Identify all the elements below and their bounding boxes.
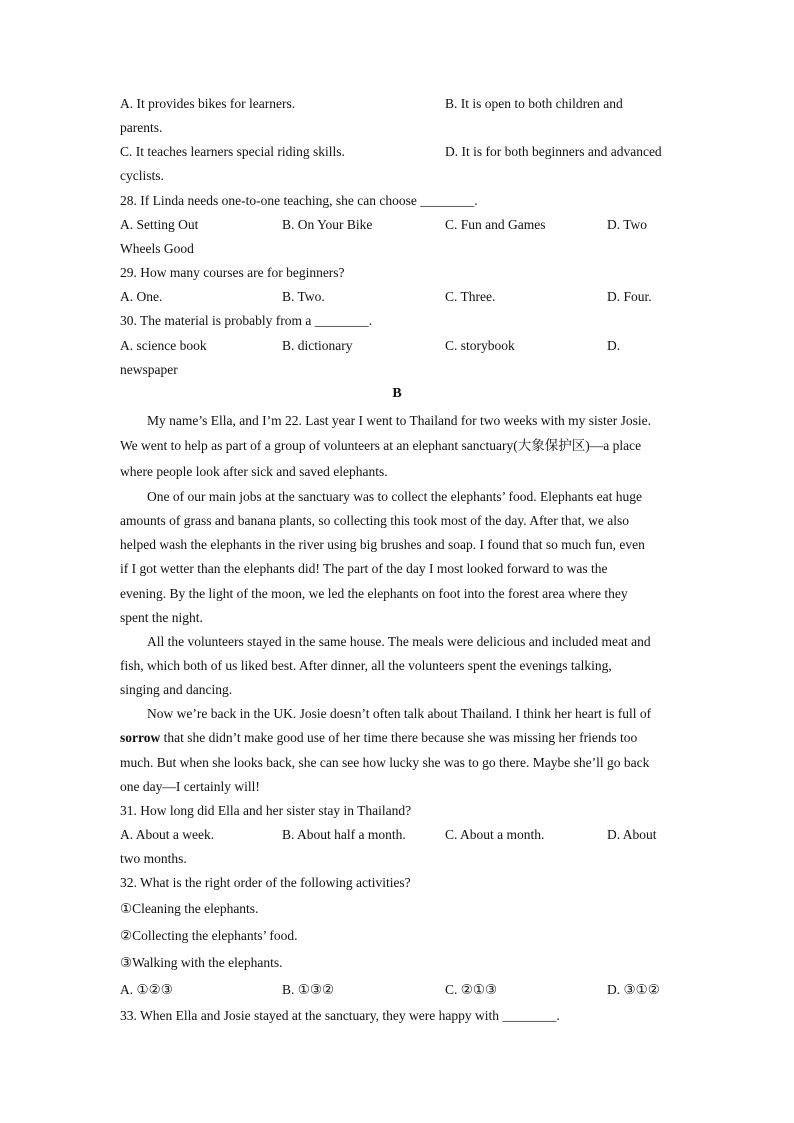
q28-option-a[interactable]: A. Setting Out: [120, 217, 199, 232]
passage-p2-line: evening. By the light of the moon, we led the elephants on foot into the forest area where they: [120, 586, 628, 601]
passage-p4-line: much. But when she looks back, she can see how lucky she was to go there. Maybe she’ll go back: [120, 755, 650, 770]
q28-option-d-wrap: Wheels Good: [120, 241, 194, 256]
q27-option-c[interactable]: C. It teaches learners special riding skills.: [120, 144, 345, 159]
q27-option-b-wrap: parents.: [120, 120, 163, 135]
q32-option-c[interactable]: C. ②①③: [445, 982, 498, 997]
passage-p4-line: one day—I certainly will!: [120, 779, 260, 794]
q32-activity-2: ②Collecting the elephants’ food.: [120, 928, 298, 943]
q30-option-b[interactable]: B. dictionary: [282, 338, 353, 353]
passage-p4-line-rest: that she didn’t make good use of her time there because she was missing her friends too: [160, 730, 638, 745]
passage-p1-line: where people look after sick and saved elephants.: [120, 464, 388, 479]
q31-option-b[interactable]: B. About half a month.: [282, 827, 406, 842]
q32-activity-3: ③Walking with the elephants.: [120, 955, 283, 970]
q29-option-d[interactable]: D. Four.: [607, 289, 652, 304]
q32-stem: 32. What is the right order of the following activities?: [120, 875, 411, 890]
passage-p3-line: All the volunteers stayed in the same house. The meals were delicious and included meat and: [147, 634, 651, 649]
q30-stem: 30. The material is probably from a ________.: [120, 313, 373, 328]
q28-option-b[interactable]: B. On Your Bike: [282, 217, 373, 232]
q30-option-d-wrap: newspaper: [120, 362, 178, 377]
q32-option-a[interactable]: A. ①②③: [120, 982, 173, 997]
q29-stem: 29. How many courses are for beginners?: [120, 265, 345, 280]
passage-p1-line: My name’s Ella, and I’m 22. Last year I went to Thailand for two weeks with my sister Josie.: [147, 413, 652, 428]
passage-p2-line: spent the night.: [120, 610, 203, 625]
q32-option-b[interactable]: B. ①③②: [282, 982, 335, 997]
q31-option-d[interactable]: D. About: [607, 827, 657, 842]
passage-p4-line: Now we’re back in the UK. Josie doesn’t often talk about Thailand. I think her heart is full of: [147, 706, 652, 721]
emphasized-word-sorrow: sorrow: [120, 730, 161, 745]
passage-p1-line: We went to help as part of a group of volunteers at an elephant sanctuary(大象保护区)—a place: [120, 438, 642, 453]
q27-option-a[interactable]: A. It provides bikes for learners.: [120, 96, 296, 111]
passage-p2-line: One of our main jobs at the sanctuary was to collect the elephants’ food. Elephants eat huge: [147, 489, 642, 504]
q29-option-a[interactable]: A. One.: [120, 289, 163, 304]
q31-option-a[interactable]: A. About a week.: [120, 827, 215, 842]
q27-option-b[interactable]: B. It is open to both children and: [445, 96, 623, 111]
q29-option-b[interactable]: B. Two.: [282, 289, 325, 304]
passage-p2-line: if I got wetter than the elephants did! The part of the day I most looked forward to was the: [120, 561, 608, 576]
q28-option-c[interactable]: C. Fun and Games: [445, 217, 546, 232]
q28-option-d[interactable]: D. Two: [607, 217, 648, 232]
q31-option-d-wrap: two months.: [120, 851, 187, 866]
section-b-heading: B: [392, 386, 402, 401]
q30-option-d[interactable]: D.: [607, 338, 621, 353]
passage-p3-line: singing and dancing.: [120, 682, 233, 697]
q28-stem: 28. If Linda needs one-to-one teaching, she can choose ________.: [120, 193, 478, 208]
passage-p3-line: fish, which both of us liked best. After dinner, all the volunteers spent the evenings talking,: [120, 658, 612, 673]
q31-stem: 31. How long did Ella and her sister stay in Thailand?: [120, 803, 412, 818]
q32-option-d[interactable]: D. ③①②: [607, 982, 660, 997]
passage-p4-line: [120, 729, 637, 747]
q32-activity-1: ①Cleaning the elephants.: [120, 901, 259, 916]
q30-option-a[interactable]: A. science book: [120, 338, 207, 353]
q33-stem: 33. When Ella and Josie stayed at the sanctuary, they were happy with ________.: [120, 1008, 560, 1023]
passage-p2-line: amounts of grass and banana plants, so collecting this took most of the day. After that, we also: [120, 513, 630, 528]
q30-option-c[interactable]: C. storybook: [445, 338, 515, 353]
q27-option-d-wrap: cyclists.: [120, 168, 164, 183]
passage-p2-line: helped wash the elephants in the river using big brushes and soap. I found that so much fun, even: [120, 537, 645, 552]
q29-option-c[interactable]: C. Three.: [445, 289, 496, 304]
q27-option-d[interactable]: D. It is for both beginners and advanced: [445, 144, 662, 159]
q31-option-c[interactable]: C. About a month.: [445, 827, 545, 842]
